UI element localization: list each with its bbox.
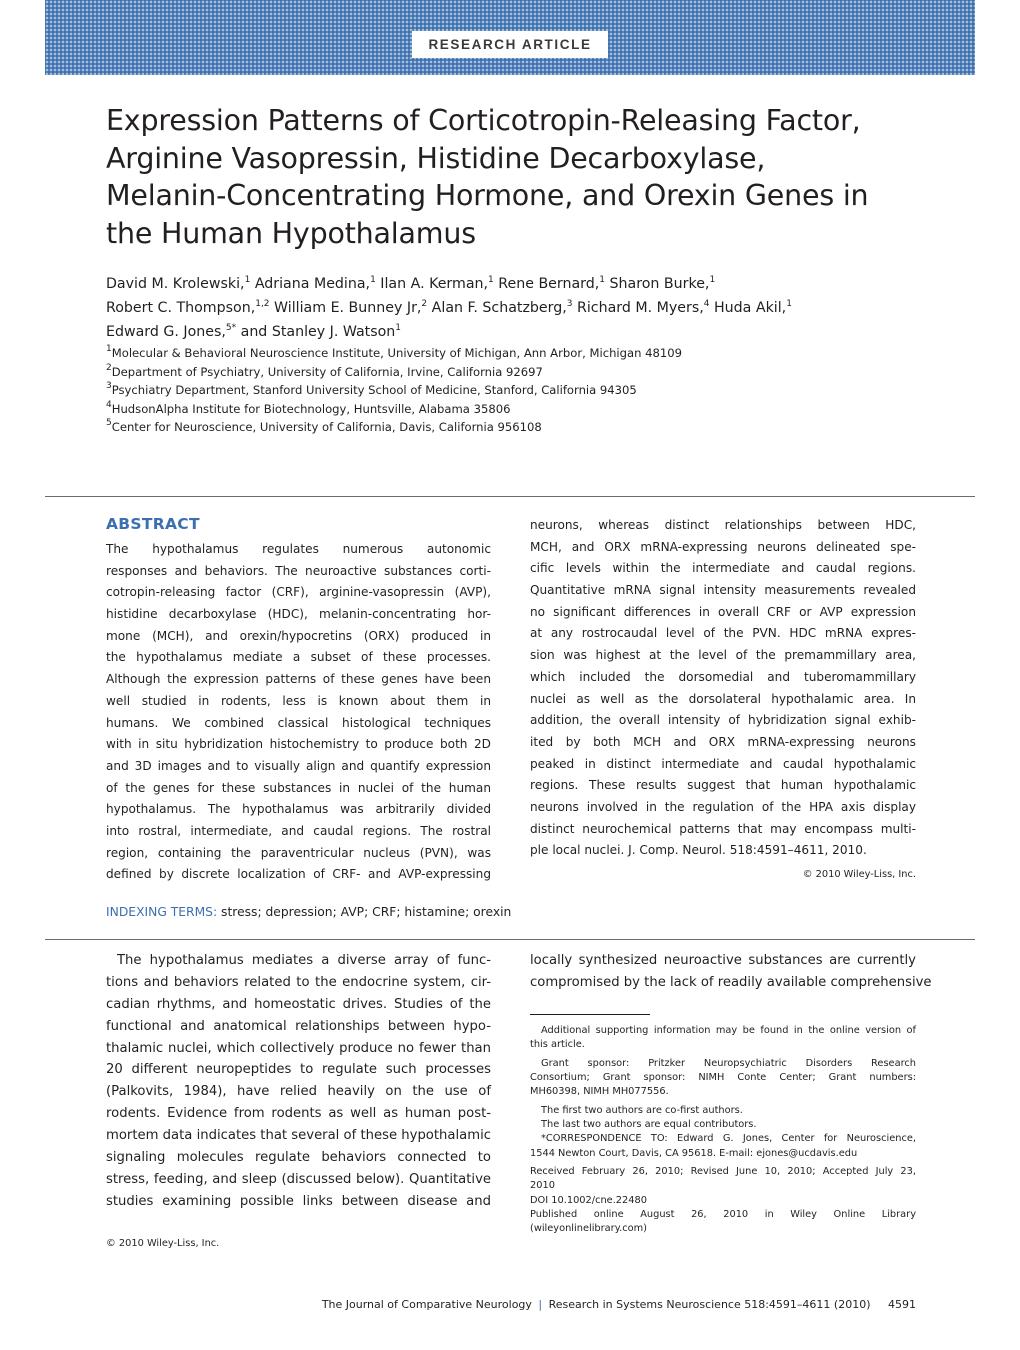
section-divider <box>45 939 975 940</box>
body-left-column <box>106 950 491 1213</box>
footnote-line: (wileyonlinelibrary.com) <box>530 1222 647 1234</box>
author-affil-sup: 3 <box>566 299 573 309</box>
author-name: Robert C. Thompson, <box>106 300 256 316</box>
footnote-line: Consortium; Grant sponsor: NIMH Conte Center; Grant numbers: <box>530 1072 916 1084</box>
abstract-line: ited by both MCH and ORX mRNA-expressing neurons <box>530 734 916 749</box>
abstract-heading: ABSTRACT <box>106 515 200 533</box>
author-name: Adriana Medina, <box>250 276 371 292</box>
abstract-line: neurons, whereas distinct relationships between HDC, <box>530 518 916 532</box>
author-name: Edward G. Jones, <box>106 324 226 340</box>
body-line: compromised by the lack of readily available comprehensive <box>530 974 932 990</box>
abstract-line: humans. We combined classical histological techniques <box>106 715 491 730</box>
abstract-line: neurons involved in the regulation of the HPA axis display <box>530 799 916 814</box>
abstract-line: ple local nuclei. J. Comp. Neurol. 518:4591–4611, 2010. <box>530 843 867 858</box>
body-line: locally synthesized neuroactive substances are currently <box>530 953 916 968</box>
article-type-box <box>412 31 608 58</box>
abstract-left-column <box>106 539 491 886</box>
abstract-line: responses and behaviors. The neuroactive substances corti- <box>106 563 491 578</box>
footnotes <box>530 1024 916 1236</box>
title-line: Arginine Vasopressin, Histidine Decarboxylase, <box>106 141 766 175</box>
footer-citation: 518:4591–4611 (2010) <box>744 1298 871 1311</box>
author-name: Sharon Burke, <box>605 276 710 292</box>
indexing-terms <box>106 905 511 919</box>
footnote-line: this article. <box>530 1039 585 1051</box>
footnote-line: The last two authors are equal contributors. <box>541 1119 757 1131</box>
author-affil-sup: 2 <box>421 299 428 309</box>
body-line: studies examining possible links between disease and <box>106 1193 491 1209</box>
author-affil-sup: 1 <box>488 275 494 285</box>
body-line: functional and anatomical relationships between hypo- <box>106 1018 491 1034</box>
footer-section: Research in Systems Neuroscience <box>548 1298 741 1311</box>
abstract-line: distinct neurochemical patterns that may encompass multi- <box>530 821 916 836</box>
abstract-line: Quantitative mRNA signal intensity measurements revealed <box>530 583 916 598</box>
body-line: The hypothalamus mediates a diverse array of func- <box>117 953 491 968</box>
affiliation-number: 2 <box>106 362 112 373</box>
author-name: Ilan A. Kerman, <box>375 276 489 292</box>
body-line: 20 different neuropeptides to regulate such processes <box>106 1062 491 1078</box>
affiliation <box>106 418 926 437</box>
author-line <box>106 296 926 320</box>
title-line: the Human Hypothalamus <box>106 216 476 250</box>
indexing-label: INDEXING TERMS: <box>106 905 218 919</box>
affiliation-list <box>106 344 926 437</box>
affiliation <box>106 344 926 363</box>
author-affil-sup: 5* <box>225 323 237 333</box>
title-line: Expression Patterns of Corticotropin-Releasing Factor, <box>106 104 861 137</box>
author-line <box>106 320 926 344</box>
abstract-line: which included the dorsomedial and tuberomammillary <box>530 669 916 684</box>
footnote-line: 2010 <box>530 1180 555 1192</box>
author-name: Rene Bernard, <box>493 276 600 292</box>
author-affil-sup: 1 <box>244 275 251 285</box>
body-line: thalamic nuclei, which collectively produce no fewer than <box>106 1040 491 1056</box>
affiliation <box>106 363 926 382</box>
body-line: (Palkovits, 1984), have relied heavily on the use of <box>106 1084 491 1100</box>
author-affil-sup: 4 <box>703 299 710 309</box>
body-line: mortem data indicates that several of these hypothalamic <box>106 1128 491 1144</box>
page-number: 4591 <box>888 1298 916 1311</box>
affiliation-text: Psychiatry Department, Stanford University School of Medicine, Stanford, California 94305 <box>111 383 637 397</box>
abstract-line: and 3D images and to visually align and quantify expression <box>106 758 491 773</box>
body-copyright: © 2010 Wiley-Liss, Inc. <box>106 1238 220 1249</box>
body-line: signaling molecules regulate behaviors connected to <box>106 1150 491 1166</box>
footer-separator: | <box>538 1298 543 1311</box>
author-name: Alan F. Schatzberg, <box>427 300 567 316</box>
abstract-line: mone (MCH), and orexin/hypocretins (ORX) produced in <box>106 628 491 643</box>
section-divider <box>45 496 975 497</box>
abstract-right-column <box>530 515 916 862</box>
footnote-line: Grant sponsor: Pritzker Neuropsychiatric Disorders Research <box>541 1057 916 1069</box>
body-right-column <box>530 950 932 994</box>
abstract-line: with in situ hybridization histochemistry to produce both 2D <box>106 737 491 752</box>
abstract-line: The hypothalamus regulates numerous autonomic <box>106 542 491 556</box>
abstract-line: cific levels within the intermediate and caudal regions. <box>530 561 916 576</box>
footer-journal: The Journal of Comparative Neurology <box>321 1298 532 1311</box>
abstract-line: peaked in distinct intermediate and caudal hypothalamic <box>530 756 916 771</box>
abstract-line: regions. These results suggest that human hypothalamic <box>530 778 916 793</box>
affiliation-number: 3 <box>106 381 112 391</box>
author-affil-sup: 1 <box>599 275 606 285</box>
abstract-line: well studied in rodents, less is known about them in <box>106 693 491 708</box>
body-line: cadian rhythms, and homeostatic drives. Studies of the <box>106 996 491 1012</box>
footnote-line: Additional supporting information may be found in the online version of <box>541 1025 916 1036</box>
author-affil-sup: 1 <box>786 299 792 309</box>
author-name: Richard M. Myers, <box>572 300 704 316</box>
indexing-values: stress; depression; AVP; CRF; histamine; orexin <box>217 905 512 919</box>
abstract-line: Although the expression patterns of these genes have been <box>106 672 491 687</box>
abstract-line: of the genes for these substances in nuclei of the human <box>106 780 491 795</box>
abstract-line: into rostral, intermediate, and caudal regions. The rostral <box>106 823 491 838</box>
author-list <box>106 272 926 344</box>
affiliation-text: Molecular & Behavioral Neuroscience Institute, University of Michigan, Ann Arbor, Michigan 48109 <box>111 346 683 360</box>
abstract-line: cotropin-releasing factor (CRF), arginine-vasopressin (AVP), <box>106 585 491 600</box>
footnote-line: *CORRESPONDENCE TO: Edward G. Jones, Center for Neuroscience, <box>541 1133 916 1145</box>
author-name: Huda Akil, <box>709 300 787 316</box>
article-type-label: RESEARCH ARTICLE <box>428 37 592 52</box>
abstract-line: no significant differences in overall CRF or AVP expression <box>530 604 916 619</box>
footnote-line: Published online August 26, 2010 in Wiley Online Library <box>530 1208 916 1220</box>
affiliation-text: HudsonAlpha Institute for Biotechnology, Huntsville, Alabama 35806 <box>111 401 511 416</box>
body-line: tions and behaviors related to the endocrine system, cir- <box>106 974 491 990</box>
abstract-line: addition, the overall intensity of hybridization signal exhib- <box>530 713 916 728</box>
footnote-rule <box>530 1014 650 1015</box>
author-affil-sup: 1,2 <box>255 299 270 309</box>
abstract-line: histidine decarboxylase (HDC), melanin-concentrating hor- <box>106 607 491 622</box>
footnote-line: MH60398, NIMH MH077556. <box>530 1086 669 1098</box>
author-affil-sup: 1 <box>395 323 402 333</box>
abstract-line: hypothalamus. The hypothalamus was arbitrarily divided <box>106 802 491 817</box>
affiliation <box>106 400 926 419</box>
abstract-line: sion was highest at the level of the premammillary area, <box>530 648 916 663</box>
affiliation-text: Center for Neuroscience, University of California, Davis, California 956108 <box>111 420 542 434</box>
affiliation-number: 1 <box>106 344 112 354</box>
abstract-line: MCH, and ORX mRNA-expressing neurons delineated spe- <box>530 539 916 554</box>
author-line <box>106 272 926 296</box>
author-affil-sup: 1 <box>370 275 376 285</box>
body-line: stress, feeding, and sleep (discussed below). Quantitative <box>106 1171 491 1187</box>
author-name: William E. Bunney Jr, <box>269 300 422 316</box>
affiliation-number: 4 <box>106 399 112 410</box>
footnote-line: DOI 10.1002/cne.22480 <box>530 1194 647 1206</box>
footnote-line: 1544 Newton Court, Davis, CA 95618. E-mail: ejones@ucdavis.edu <box>530 1147 858 1159</box>
footnote-line: Received February 26, 2010; Revised June 10, 2010; Accepted July 23, <box>530 1166 916 1178</box>
footnote-line: The first two authors are co-first authors. <box>541 1104 743 1116</box>
affiliation <box>106 381 926 400</box>
author-affil-sup: 1 <box>709 275 716 285</box>
article-title <box>106 102 926 252</box>
title-line: Melanin-Concentrating Hormone, and Orexin Genes in <box>106 179 869 212</box>
abstract-line: defined by discrete localization of CRF- and AVP-expressing <box>106 867 491 882</box>
affiliation-text: Department of Psychiatry, University of California, Irvine, California 92697 <box>111 364 543 379</box>
body-line: rodents. Evidence from rodents as well as human post- <box>106 1106 491 1122</box>
author-name: and Stanley J. Watson <box>236 324 396 340</box>
author-name: David M. Krolewski, <box>106 276 245 292</box>
abstract-line: the hypothalamus mediate a subset of these processes. <box>106 650 491 665</box>
abstract-line: region, containing the paraventricular nucleus (PVN), was <box>106 845 491 860</box>
abstract-copyright: © 2010 Wiley-Liss, Inc. <box>802 869 916 880</box>
abstract-line: nuclei as well as the dorsolateral hypothalamic area. In <box>530 691 916 706</box>
affiliation-number: 5 <box>106 418 112 428</box>
abstract-line: at any rostrocaudal level of the PVN. HDC mRNA expres- <box>530 626 916 641</box>
page-footer <box>0 1298 916 1311</box>
